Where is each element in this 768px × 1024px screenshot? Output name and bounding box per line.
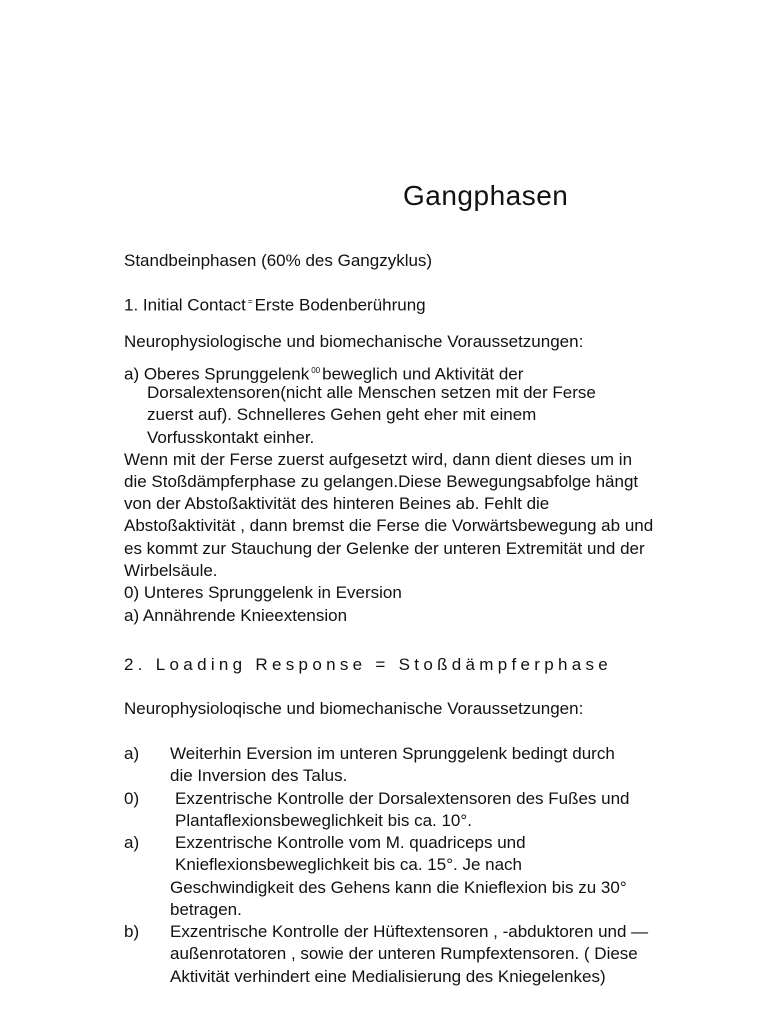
section-2-item-3-line-3: Geschwindigkeit des Gehens kann die Knieflexion bis zu 30° bbox=[170, 878, 627, 897]
section-1-item-a-line-3: zuerst auf). Schnelleres Gehen geht eher mit einem bbox=[147, 405, 537, 424]
section-2-item-2-line-1: Exzentrische Kontrolle der Dorsalextensoren des Fußes und bbox=[175, 789, 630, 808]
item-a-line-1-post: beweglich und Aktivität der bbox=[322, 364, 524, 384]
section-1-paragraph-line-6: Wirbelsäule. bbox=[124, 561, 218, 580]
section-2-item-2-line-2: Plantaflexionsbeweglichkeit bis ca. 10°. bbox=[175, 811, 472, 830]
document-title: Gangphasen bbox=[403, 180, 569, 211]
section-2-item-4-line-1: Exzentrische Kontrolle der Hüftextensoren , -abduktoren und — bbox=[170, 922, 649, 941]
section-2-item-3-marker: a) bbox=[124, 833, 140, 852]
section-1-heading bbox=[124, 291, 426, 317]
section-1-paragraph-line-2: die Stoßdämpferphase zu gelangen.Diese Bewegungsabfolge hängt bbox=[124, 472, 639, 491]
section-1-heading-post: Erste Bodenberührung bbox=[254, 295, 426, 315]
section-2-item-1-line-2: die Inversion des Talus. bbox=[170, 766, 348, 785]
section-2-item-3-line-1: Exzentrische Kontrolle vom M. quadriceps und bbox=[175, 833, 526, 852]
section-2-item-4-line-3: Aktivität verhindert eine Medialisierung des Kniegelenkes) bbox=[170, 967, 606, 986]
section-2-prerequisites: Neurophysioloqische und biomechanische Voraussetzungen: bbox=[124, 699, 584, 718]
section-1-item-a-line-4: Vorfusskontakt einher. bbox=[147, 428, 315, 447]
section-1-item-a-line-2: Dorsalextensoren(nicht alle Menschen setzen mit der Ferse bbox=[147, 383, 596, 402]
section-1-paragraph-line-3: von der Abstoßaktivität des hinteren Beines ab. Fehlt die bbox=[124, 494, 550, 513]
section-1-paragraph-line-5: es kommt zur Stauchung der Gelenke der unteren Extremität und der bbox=[124, 539, 645, 558]
section-2-item-4-line-2: außenrotatoren , sowie der unteren Rumpfextensoren. ( Diese bbox=[170, 944, 638, 963]
section-2-item-3-line-4: betragen. bbox=[170, 900, 242, 919]
section-2-item-3-line-2: Knieflexionsbeweglichkeit bis ca. 15°. Je nach bbox=[175, 855, 522, 874]
section-1-paragraph-line-1: Wenn mit der Ferse zuerst aufgesetzt wird, dann dient dieses um in bbox=[124, 450, 633, 469]
item-a-line-1-sup: 00 bbox=[311, 366, 321, 375]
stance-phase-heading: Standbeinphasen (60% des Gangzyklus) bbox=[124, 251, 433, 270]
item-a-line-1-pre: a) Oberes Sprunggelenk bbox=[124, 364, 310, 384]
section-1-item-0: 0) Unteres Sprunggelenk in Eversion bbox=[124, 583, 402, 602]
section-2-item-2-marker: 0) bbox=[124, 789, 140, 808]
section-1-heading-pre: 1. Initial Contact bbox=[124, 295, 246, 315]
section-1-paragraph-line-4: Abstoßaktivität , dann bremst die Ferse die Vorwärtsbewegung ab und bbox=[124, 516, 654, 535]
section-2-item-1-marker: a) bbox=[124, 744, 140, 763]
section-1-item-a: a) Annährende Knieextension bbox=[124, 606, 348, 625]
section-2-item-4-marker: b) bbox=[124, 922, 140, 941]
section-1-heading-sup: = bbox=[247, 297, 253, 306]
section-1-prerequisites: Neurophysiologische und biomechanische Voraussetzungen: bbox=[124, 332, 584, 351]
section-2-heading: 2. Loading Response = Stoßdämpferphase bbox=[124, 655, 613, 674]
section-2-item-1-line-1: Weiterhin Eversion im unteren Sprunggelenk bedingt durch bbox=[170, 744, 615, 763]
